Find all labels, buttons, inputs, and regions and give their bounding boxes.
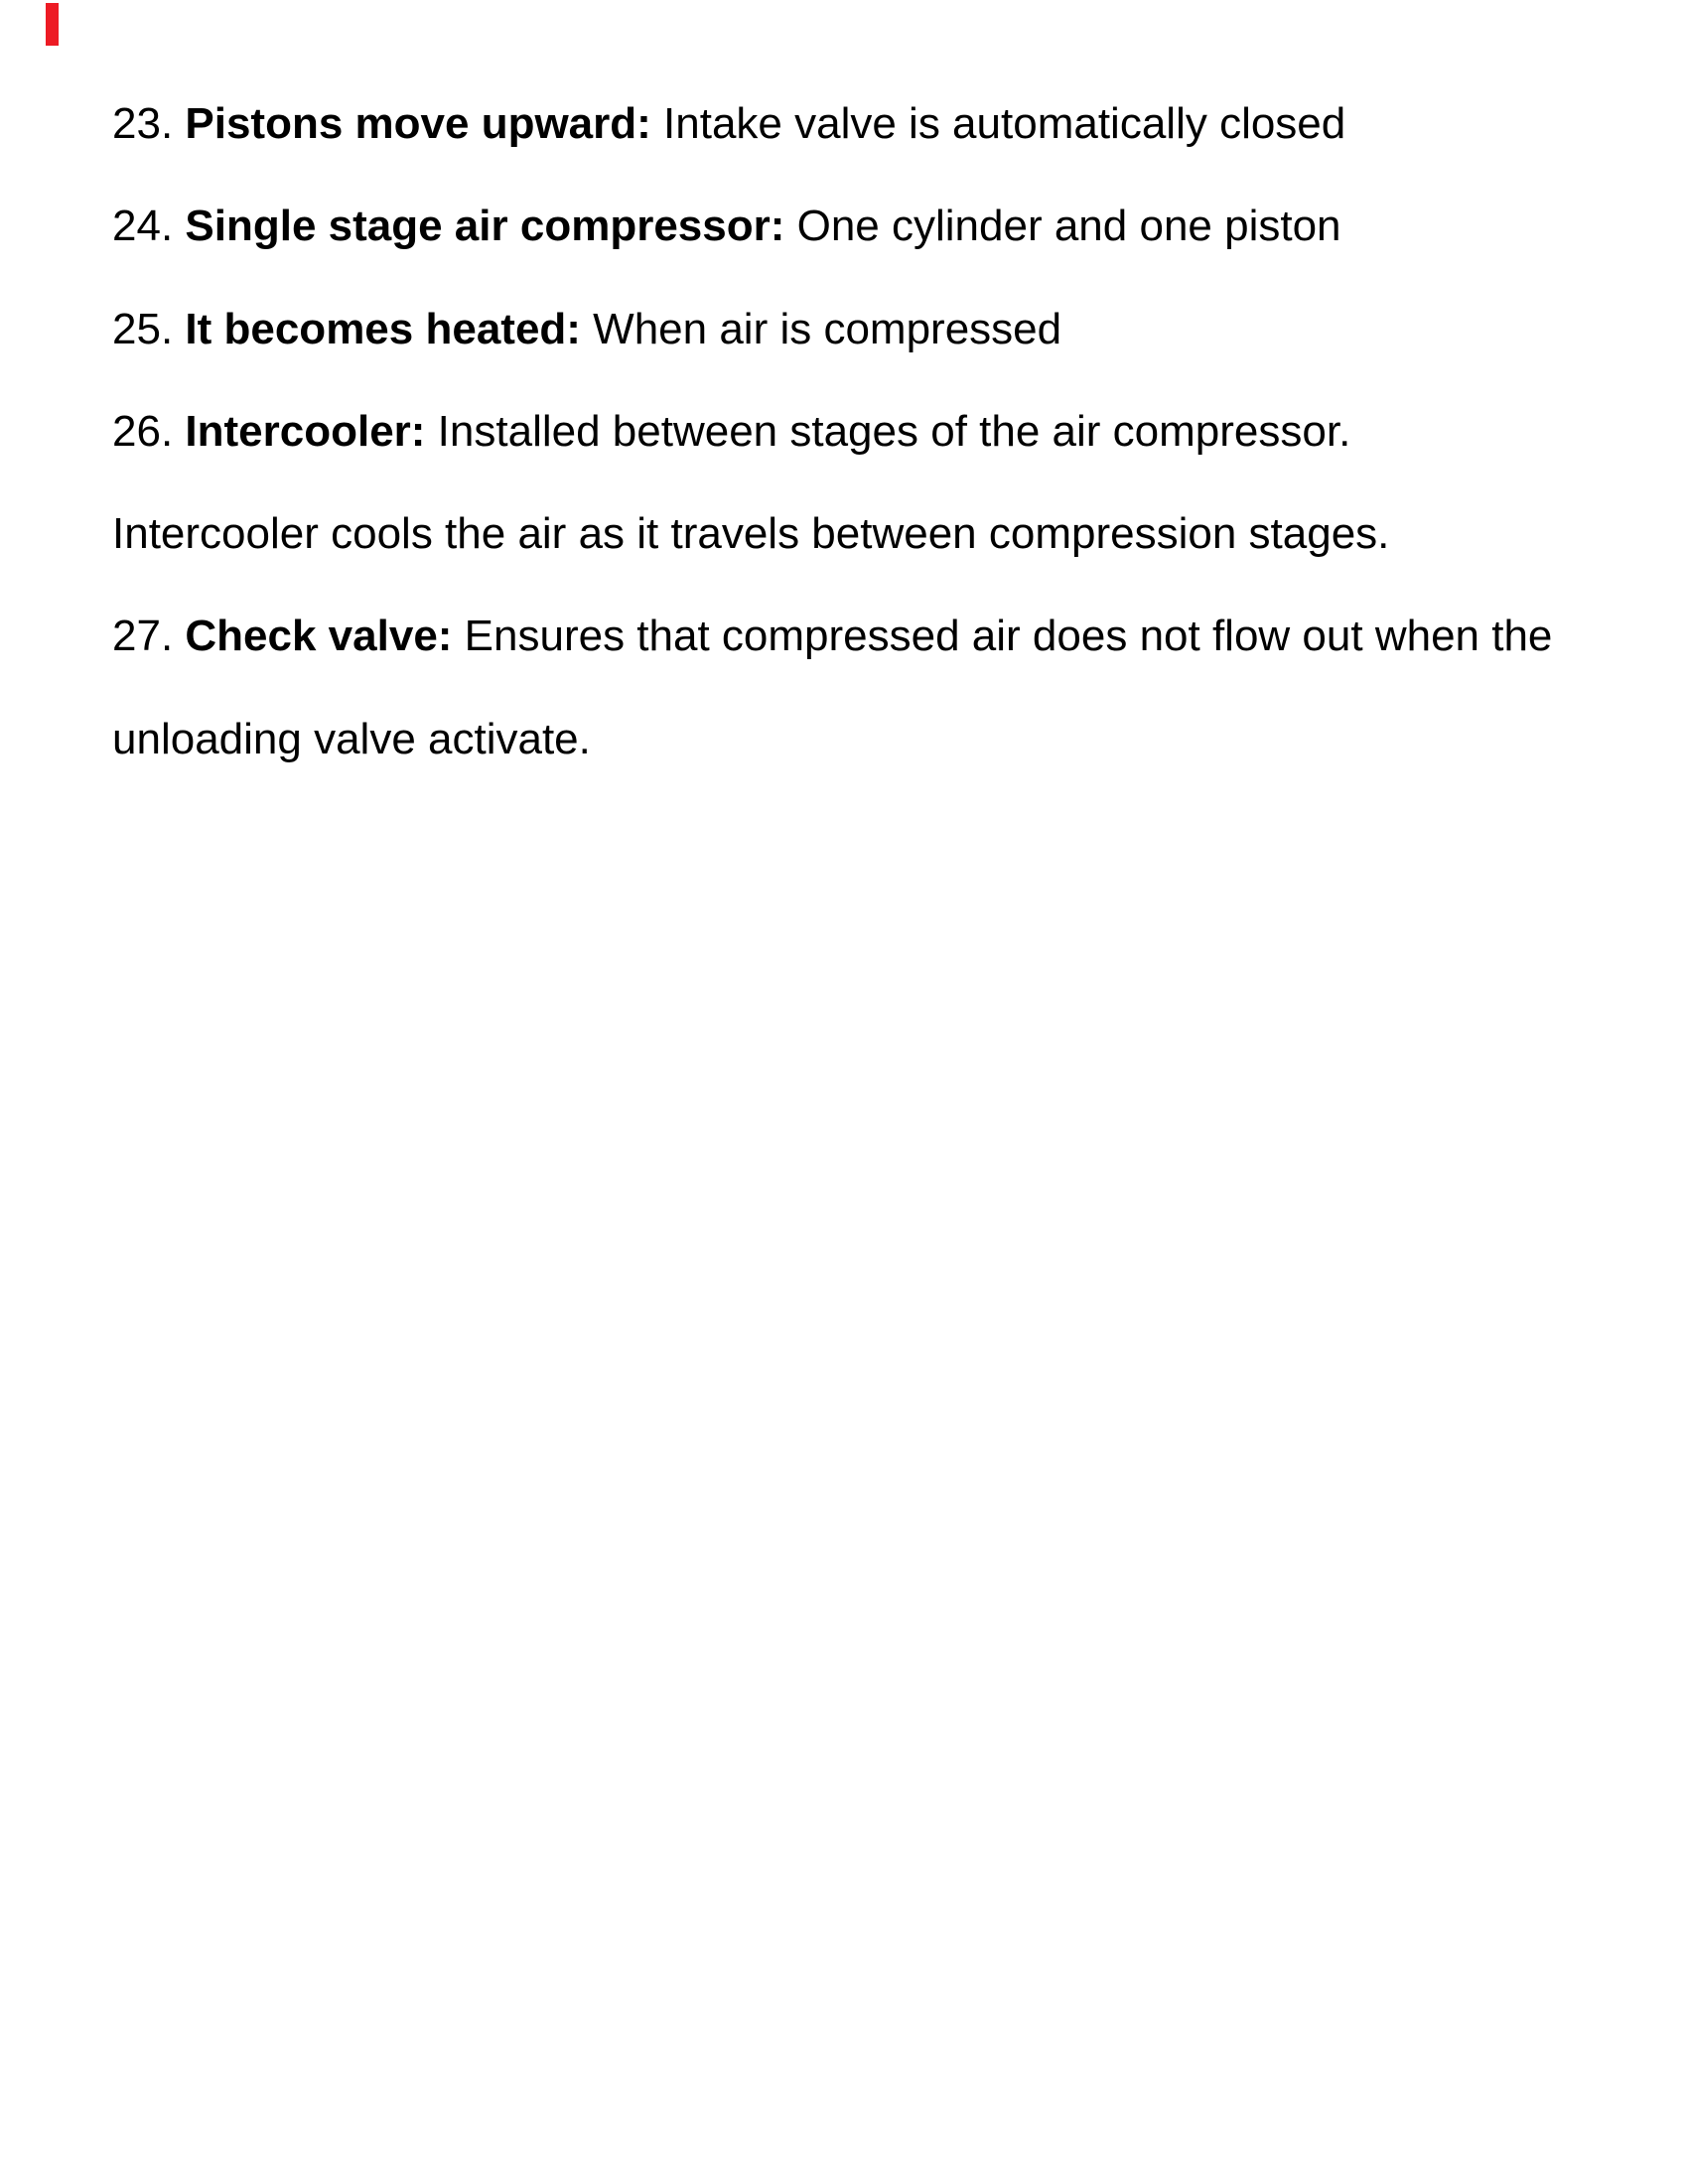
list-item-26-continuation xyxy=(112,482,1552,585)
list-item-25 xyxy=(112,278,1552,380)
list-item-24 xyxy=(112,175,1552,277)
list-item-27-continuation xyxy=(112,688,1552,790)
item-definition: unloading valve activate. xyxy=(112,714,591,763)
item-definition: Ensures that compressed air does not flow out when the xyxy=(464,612,1553,661)
item-term: Check valve: xyxy=(185,612,465,661)
item-term: Single stage air compressor: xyxy=(185,202,797,251)
item-term: Intercooler: xyxy=(185,406,438,456)
red-annotation-mark xyxy=(46,3,59,46)
item-definition: One cylinder and one piston xyxy=(796,202,1341,251)
item-number: 23. xyxy=(112,99,186,148)
list-item-27 xyxy=(112,585,1552,687)
item-term: Pistons move upward: xyxy=(185,99,664,148)
item-number: 25. xyxy=(112,304,186,353)
item-definition: Intercooler cools the air as it travels between compression stages. xyxy=(112,509,1390,559)
item-definition: Intake valve is automatically closed xyxy=(663,99,1346,148)
item-number: 24. xyxy=(112,202,186,251)
item-definition: Installed between stages of the air compressor. xyxy=(437,406,1351,456)
item-number: 27. xyxy=(112,612,186,661)
list-item-23 xyxy=(112,72,1552,175)
list-item-26 xyxy=(112,380,1552,482)
item-definition: When air is compressed xyxy=(593,304,1062,353)
item-number: 26. xyxy=(112,406,186,456)
definition-list xyxy=(112,72,1552,790)
item-term: It becomes heated: xyxy=(185,304,594,353)
